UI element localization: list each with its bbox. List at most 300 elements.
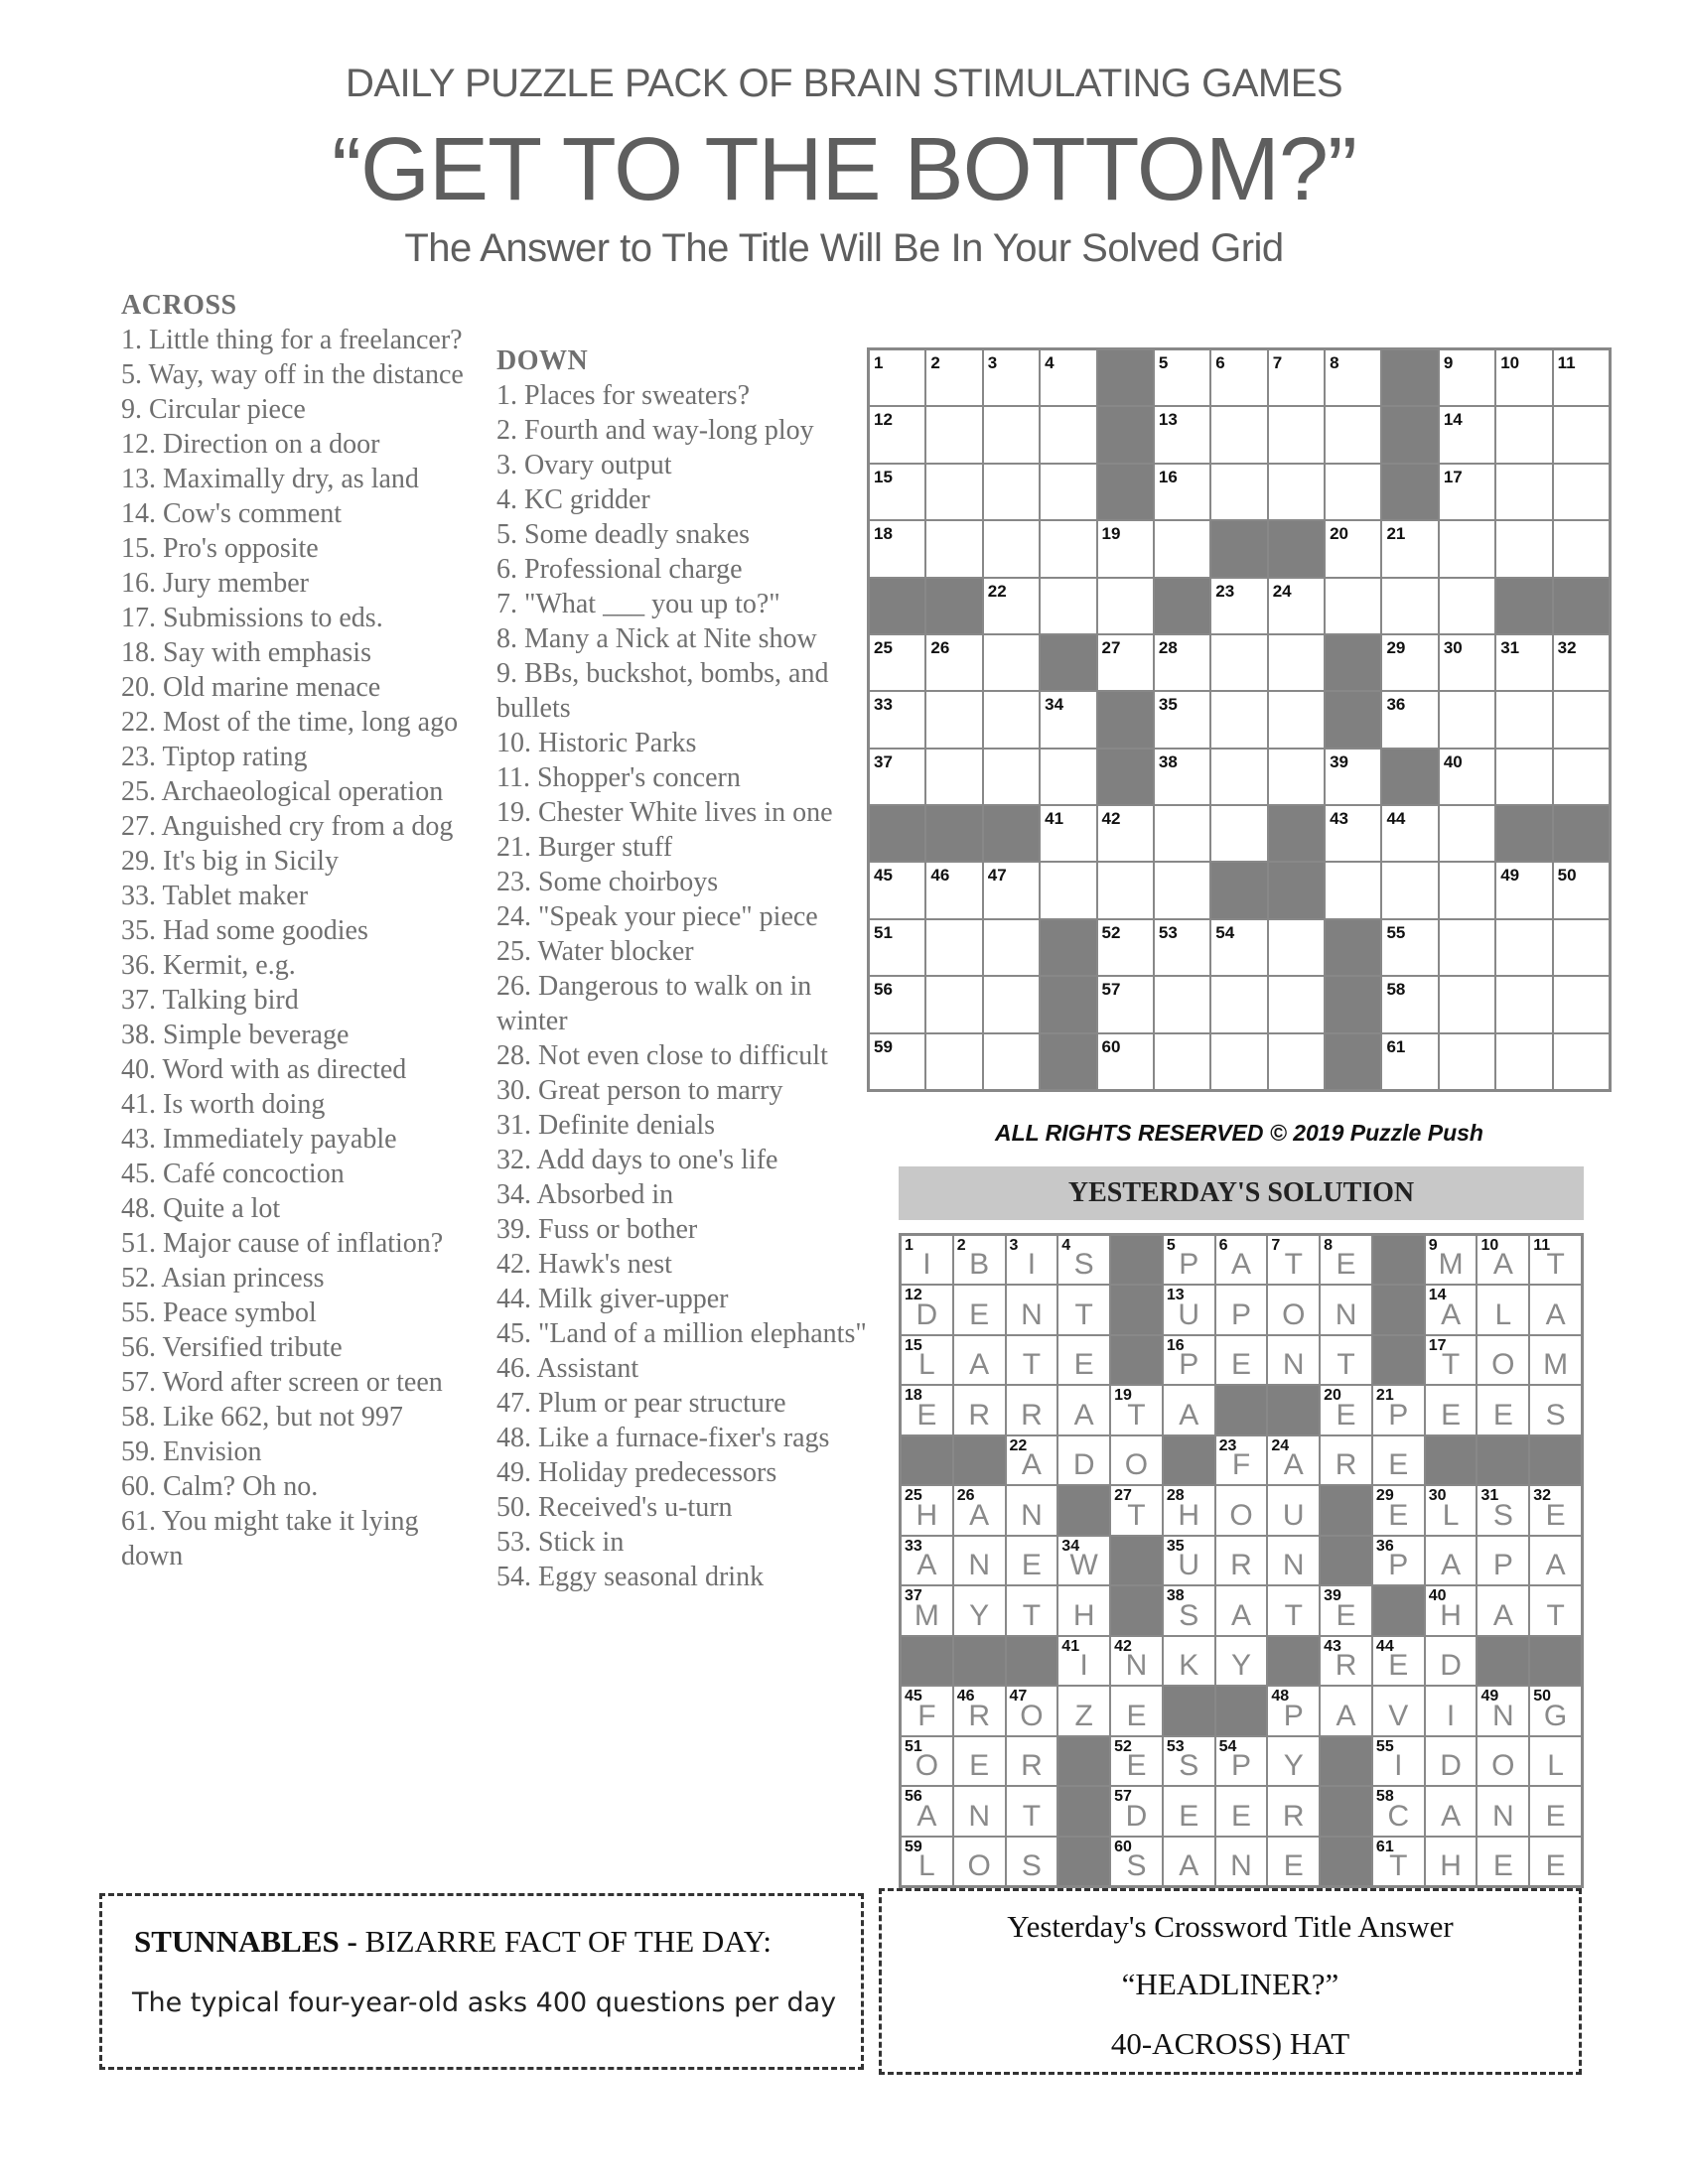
grid-cell[interactable] — [1155, 806, 1209, 861]
yesterday-answer-label: Yesterday's Crossword Title Answer — [1007, 1909, 1454, 1944]
grid-cell[interactable] — [870, 521, 924, 576]
grid-cell[interactable] — [1211, 920, 1266, 975]
down-clue: 31. Definite denials — [496, 1110, 716, 1141]
solution-cell-number: 10 — [1480, 1237, 1499, 1254]
grid-cell[interactable] — [926, 635, 981, 690]
solution-cell — [902, 1787, 952, 1835]
solution-cell — [1164, 1737, 1214, 1785]
grid-cell[interactable] — [1041, 350, 1095, 405]
grid-block — [1382, 750, 1437, 804]
grid-cell[interactable] — [926, 465, 981, 519]
grid-cell[interactable] — [1496, 920, 1551, 975]
grid-cell[interactable] — [1155, 521, 1209, 576]
solution-cell-number: 7 — [1271, 1237, 1281, 1254]
solution-letter: L — [918, 1849, 935, 1882]
across-clue: 16. Jury member — [121, 568, 309, 599]
grid-cell[interactable] — [1554, 521, 1609, 576]
solution-cell — [1007, 1486, 1057, 1534]
solution-cell-number: 22 — [1009, 1436, 1028, 1454]
solution-cell-number: 60 — [1114, 1838, 1132, 1855]
grid-cell[interactable] — [1098, 806, 1153, 861]
grid-cell[interactable] — [1041, 407, 1095, 462]
solution-letter: N — [1230, 1849, 1252, 1882]
grid-cell[interactable] — [984, 521, 1039, 576]
solution-cell-number: 14 — [1428, 1287, 1447, 1304]
solution-cell-number: 24 — [1271, 1436, 1290, 1454]
solution-cell — [1268, 1838, 1319, 1885]
solution-cell-number: 31 — [1480, 1487, 1499, 1505]
grid-cell[interactable] — [1211, 750, 1266, 804]
grid-cell[interactable] — [1326, 750, 1380, 804]
solution-cell-number: 16 — [1166, 1336, 1185, 1354]
grid-cell[interactable] — [1326, 579, 1380, 633]
across-clue: 5. Way, way off in the distance — [121, 359, 464, 390]
cell-number: 9 — [1443, 353, 1454, 372]
grid-cell[interactable] — [1041, 863, 1095, 917]
grid-cell[interactable] — [1554, 750, 1609, 804]
solution-cell — [1530, 1286, 1581, 1333]
across-clue: 9. Circular piece — [121, 394, 306, 425]
down-clue: 25. Water blocker — [496, 936, 694, 967]
grid-cell[interactable] — [984, 692, 1039, 747]
grid-cell[interactable] — [870, 863, 924, 917]
solution-cell — [1007, 1436, 1057, 1484]
solution-cell — [1268, 1537, 1319, 1584]
solution-cell — [1216, 1236, 1267, 1284]
solution-letter: D — [1125, 1799, 1148, 1833]
solution-letter: E — [1545, 1849, 1566, 1882]
solution-cell — [1111, 1436, 1162, 1484]
grid-cell[interactable] — [1155, 465, 1209, 519]
grid-cell[interactable] — [1269, 750, 1324, 804]
solution-letter: T — [1127, 1498, 1146, 1532]
grid-cell[interactable] — [870, 920, 924, 975]
solution-letter: L — [918, 1348, 935, 1382]
solution-letter: A — [1441, 1297, 1462, 1331]
grid-cell[interactable] — [1269, 692, 1324, 747]
grid-block — [1211, 521, 1266, 576]
cell-number: 3 — [987, 353, 998, 372]
grid-cell[interactable] — [1496, 465, 1551, 519]
grid-cell[interactable] — [1554, 863, 1609, 917]
cell-number: 27 — [1101, 637, 1121, 657]
grid-cell[interactable] — [926, 977, 981, 1031]
grid-cell[interactable] — [984, 407, 1039, 462]
grid-cell[interactable] — [926, 1034, 981, 1089]
grid-cell[interactable] — [1440, 977, 1494, 1031]
cell-number: 59 — [874, 1036, 893, 1056]
grid-cell[interactable] — [1554, 465, 1609, 519]
grid-cell[interactable] — [1269, 1034, 1324, 1089]
grid-cell[interactable] — [926, 920, 981, 975]
solution-cell — [1477, 1787, 1528, 1835]
grid-block — [1155, 579, 1209, 633]
solution-cell-number: 13 — [1166, 1287, 1185, 1304]
solution-cell-number: 12 — [905, 1287, 922, 1304]
cell-number: 40 — [1443, 751, 1463, 771]
solution-cell — [1216, 1637, 1267, 1685]
grid-cell[interactable] — [1382, 920, 1437, 975]
solution-letter: L — [1442, 1498, 1460, 1532]
grid-cell[interactable] — [1382, 977, 1437, 1031]
solution-cell-number: 51 — [905, 1737, 922, 1755]
solution-cell-number: 36 — [1375, 1537, 1394, 1555]
solution-cell — [1426, 1687, 1477, 1734]
solution-cell — [954, 1838, 1005, 1885]
grid-cell[interactable] — [1440, 350, 1494, 405]
grid-cell[interactable] — [984, 635, 1039, 690]
down-clue: 2. Fourth and way-long ploy — [496, 415, 814, 446]
grid-cell[interactable] — [1041, 465, 1095, 519]
grid-cell[interactable] — [870, 407, 924, 462]
across-clue: 22. Most of the time, long ago — [121, 707, 459, 738]
solution-cell-number: 9 — [1428, 1237, 1438, 1254]
grid-cell[interactable] — [984, 920, 1039, 975]
solution-letter: O — [1124, 1448, 1149, 1482]
grid-cell[interactable] — [984, 579, 1039, 633]
solution-letter: R — [1282, 1799, 1305, 1833]
grid-cell[interactable] — [1440, 863, 1494, 917]
solution-cell — [1164, 1286, 1214, 1333]
solution-letter: S — [1545, 1398, 1566, 1432]
grid-cell[interactable] — [1155, 920, 1209, 975]
grid-cell[interactable] — [1098, 920, 1153, 975]
solution-cell-number: 46 — [956, 1688, 975, 1706]
solution-cell — [1164, 1787, 1214, 1835]
grid-cell[interactable] — [1326, 350, 1380, 405]
across-clue: 59. Envision — [121, 1436, 262, 1467]
grid-cell[interactable] — [1554, 920, 1609, 975]
solution-cell — [1058, 1687, 1109, 1734]
grid-cell[interactable] — [1440, 407, 1494, 462]
solution-letter: M — [1438, 1248, 1464, 1282]
grid-cell[interactable] — [1098, 635, 1153, 690]
fact-label-bold: STUNNABLES - — [134, 1924, 357, 1959]
solution-cell — [1268, 1687, 1319, 1734]
down-clues — [496, 343, 874, 1594]
solution-letter: A — [1230, 1248, 1251, 1282]
grid-cell[interactable] — [926, 863, 981, 917]
cell-number: 15 — [874, 467, 893, 486]
grid-cell[interactable] — [1155, 863, 1209, 917]
solution-letter: P — [1179, 1348, 1199, 1382]
solution-block — [1530, 1436, 1581, 1484]
grid-cell[interactable] — [1496, 635, 1551, 690]
grid-cell[interactable] — [926, 521, 981, 576]
grid-cell[interactable] — [1269, 407, 1324, 462]
solution-letter: A — [1073, 1398, 1094, 1432]
grid-cell[interactable] — [984, 350, 1039, 405]
solution-letter: R — [1335, 1649, 1357, 1683]
solution-cell-number: 37 — [905, 1587, 922, 1605]
grid-cell[interactable] — [1326, 521, 1380, 576]
solution-letter: E — [1545, 1799, 1566, 1833]
grid-cell[interactable] — [1440, 692, 1494, 747]
solution-cell-number: 44 — [1375, 1637, 1394, 1655]
across-clue: 15. Pro's opposite — [121, 533, 319, 564]
grid-cell[interactable] — [1155, 407, 1209, 462]
grid-cell[interactable] — [1098, 1034, 1153, 1089]
yesterday-title: “HEADLINER?” — [1121, 1967, 1339, 2001]
solution-cell-number: 59 — [905, 1838, 922, 1855]
grid-cell[interactable] — [1496, 863, 1551, 917]
grid-cell[interactable] — [1041, 521, 1095, 576]
solution-cell-number: 17 — [1428, 1336, 1447, 1354]
grid-cell[interactable] — [1382, 635, 1437, 690]
solution-cell — [1477, 1586, 1528, 1634]
solution-letter: P — [1230, 1297, 1251, 1331]
solution-letter: E — [1492, 1849, 1513, 1882]
down-clue-list — [496, 378, 874, 1594]
grid-cell[interactable] — [870, 1034, 924, 1089]
down-clue: 54. Eggy seasonal drink — [496, 1562, 765, 1592]
grid-cell[interactable] — [1554, 692, 1609, 747]
solution-letter: D — [1072, 1448, 1095, 1482]
grid-cell[interactable] — [1326, 407, 1380, 462]
solution-cell — [1426, 1286, 1477, 1333]
grid-cell[interactable] — [1554, 635, 1609, 690]
grid-cell[interactable] — [1440, 806, 1494, 861]
solution-cell — [1426, 1787, 1477, 1835]
solution-cell — [1111, 1637, 1162, 1685]
solution-cell — [1321, 1236, 1371, 1284]
grid-cell[interactable] — [984, 863, 1039, 917]
down-clue: 39. Fuss or bother — [496, 1214, 698, 1245]
across-clue: 12. Direction on a door — [121, 429, 380, 460]
grid-cell[interactable] — [870, 350, 924, 405]
solution-cell — [1426, 1236, 1477, 1284]
solution-cell — [1321, 1687, 1371, 1734]
solution-letter: T — [1546, 1598, 1565, 1632]
grid-cell[interactable] — [926, 692, 981, 747]
solution-cell-number: 20 — [1324, 1387, 1341, 1405]
grid-block — [1554, 579, 1609, 633]
grid-cell[interactable] — [1098, 521, 1153, 576]
grid-cell[interactable] — [984, 977, 1039, 1031]
solution-letter: O — [1491, 1348, 1515, 1382]
grid-cell[interactable] — [1382, 521, 1437, 576]
solution-letter: I — [922, 1248, 931, 1282]
grid-cell[interactable] — [1496, 407, 1551, 462]
grid-cell[interactable] — [1440, 465, 1494, 519]
solution-cell — [1373, 1537, 1424, 1584]
solution-block — [1530, 1637, 1581, 1685]
cell-number: 10 — [1500, 353, 1520, 372]
grid-cell[interactable] — [1554, 407, 1609, 462]
solution-cell-number: 57 — [1114, 1788, 1132, 1806]
solution-cell — [1111, 1486, 1162, 1534]
grid-cell[interactable] — [870, 635, 924, 690]
solution-cell — [1007, 1737, 1057, 1785]
grid-block — [1098, 692, 1153, 747]
grid-cell[interactable] — [1382, 692, 1437, 747]
grid-cell[interactable] — [1496, 521, 1551, 576]
grid-cell[interactable] — [1211, 977, 1266, 1031]
down-clue: 7. "What ___ you up to?" — [496, 589, 780, 619]
solution-letter: E — [1388, 1448, 1409, 1482]
across-clue: 1. Little thing for a freelancer? — [121, 325, 463, 355]
grid-cell[interactable] — [1496, 1034, 1551, 1089]
solution-cell-number: 34 — [1061, 1537, 1080, 1555]
grid-cell[interactable] — [1041, 579, 1095, 633]
solution-cell — [1373, 1436, 1424, 1484]
solution-cell — [1530, 1737, 1581, 1785]
across-clue: 45. Café concoction — [121, 1159, 345, 1189]
across-clue: 61. You might take it lying down — [121, 1506, 419, 1571]
solution-cell — [1111, 1687, 1162, 1734]
solution-cell — [1268, 1486, 1319, 1534]
grid-cell[interactable] — [1269, 635, 1324, 690]
grid-cell[interactable] — [1269, 350, 1324, 405]
cell-number: 13 — [1158, 410, 1178, 430]
solution-cell-number: 3 — [1009, 1237, 1019, 1254]
grid-cell[interactable] — [1269, 579, 1324, 633]
solution-letter: N — [1492, 1799, 1514, 1833]
grid-cell[interactable] — [1496, 750, 1551, 804]
cell-number: 26 — [930, 637, 950, 657]
grid-cell[interactable] — [1326, 863, 1380, 917]
across-clue-list — [121, 323, 469, 1573]
across-clue: 35. Had some goodies — [121, 915, 368, 946]
solution-cell — [902, 1386, 952, 1433]
cell-number: 30 — [1443, 637, 1463, 657]
solution-cell — [1321, 1436, 1371, 1484]
puzzle-subtitle: The Answer to The Title Will Be In Your Solved Grid — [404, 226, 1284, 270]
grid-cell[interactable] — [1211, 407, 1266, 462]
grid-cell[interactable] — [1098, 863, 1153, 917]
grid-cell[interactable] — [1269, 920, 1324, 975]
grid-block — [1496, 806, 1551, 861]
solution-cell — [1007, 1838, 1057, 1885]
across-clue: 37. Talking bird — [121, 985, 299, 1016]
cell-number: 60 — [1101, 1036, 1121, 1056]
grid-cell[interactable] — [1211, 806, 1266, 861]
grid-cell[interactable] — [1041, 750, 1095, 804]
solution-letter: I — [1027, 1248, 1037, 1282]
grid-cell[interactable] — [1440, 920, 1494, 975]
grid-cell[interactable] — [1269, 977, 1324, 1031]
grid-cell[interactable] — [1041, 806, 1095, 861]
grid-cell[interactable] — [1382, 579, 1437, 633]
grid-cell[interactable] — [1269, 465, 1324, 519]
solution-letter: I — [1394, 1749, 1403, 1783]
grid-block — [1269, 863, 1324, 917]
grid-block — [984, 806, 1039, 861]
grid-cell[interactable] — [1554, 1034, 1609, 1089]
grid-cell[interactable] — [1155, 635, 1209, 690]
solution-letter: H — [1072, 1598, 1095, 1632]
cell-number: 1 — [874, 353, 884, 372]
grid-cell[interactable] — [1211, 1034, 1266, 1089]
grid-cell[interactable] — [1098, 977, 1153, 1031]
solution-cell — [1058, 1436, 1109, 1484]
grid-cell[interactable] — [1554, 350, 1609, 405]
grid-cell[interactable] — [870, 977, 924, 1031]
cell-number: 52 — [1101, 922, 1121, 942]
solution-cell — [1268, 1286, 1319, 1333]
solution-letter: E — [1126, 1699, 1147, 1732]
solution-letter: H — [915, 1498, 938, 1532]
grid-cell[interactable] — [1440, 579, 1494, 633]
grid-cell[interactable] — [926, 750, 981, 804]
cell-number: 21 — [1386, 524, 1406, 544]
solution-block — [1058, 1787, 1109, 1835]
grid-cell[interactable] — [1098, 579, 1153, 633]
grid-cell[interactable] — [1496, 350, 1551, 405]
grid-cell[interactable] — [1440, 521, 1494, 576]
across-clue: 17. Submissions to eds. — [121, 603, 383, 633]
grid-cell[interactable] — [870, 750, 924, 804]
down-clue: 1. Places for sweaters? — [496, 380, 751, 411]
grid-cell[interactable] — [1440, 1034, 1494, 1089]
solution-cell — [1321, 1286, 1371, 1333]
grid-cell[interactable] — [1382, 1034, 1437, 1089]
grid-cell[interactable] — [1211, 635, 1266, 690]
grid-cell[interactable] — [1326, 806, 1380, 861]
cell-number: 5 — [1158, 353, 1169, 372]
grid-cell[interactable] — [1155, 977, 1209, 1031]
grid-cell[interactable] — [926, 407, 981, 462]
grid-cell[interactable] — [1440, 750, 1494, 804]
solution-letter: E — [969, 1749, 990, 1783]
grid-block — [1098, 750, 1153, 804]
solution-letter: E — [1336, 1598, 1356, 1632]
grid-cell[interactable] — [870, 692, 924, 747]
grid-cell[interactable] — [984, 1034, 1039, 1089]
grid-cell[interactable] — [1382, 806, 1437, 861]
solution-cell — [1007, 1336, 1057, 1384]
cell-number: 58 — [1386, 980, 1406, 1000]
solution-letter: I — [1446, 1699, 1456, 1732]
grid-cell[interactable] — [1155, 350, 1209, 405]
cell-number: 14 — [1443, 410, 1463, 430]
solution-letter: E — [1073, 1348, 1094, 1382]
grid-cell[interactable] — [1211, 465, 1266, 519]
solution-cell — [1268, 1737, 1319, 1785]
grid-cell[interactable] — [984, 750, 1039, 804]
across-clue: 27. Anguished cry from a dog — [121, 811, 454, 842]
solution-block — [1164, 1436, 1214, 1484]
grid-cell[interactable] — [870, 465, 924, 519]
grid-cell[interactable] — [1155, 1034, 1209, 1089]
grid-cell[interactable] — [1326, 465, 1380, 519]
grid-cell[interactable] — [1211, 350, 1266, 405]
solution-letter: A — [1179, 1849, 1199, 1882]
grid-cell[interactable] — [1496, 977, 1551, 1031]
grid-cell[interactable] — [1440, 635, 1494, 690]
solution-letter: S — [1492, 1498, 1513, 1532]
solution-block — [1111, 1236, 1162, 1284]
grid-cell[interactable] — [1211, 579, 1266, 633]
grid-cell[interactable] — [1554, 977, 1609, 1031]
cell-number: 17 — [1443, 467, 1463, 486]
solution-block — [1426, 1436, 1477, 1484]
across-clue: 13. Maximally dry, as land — [121, 464, 419, 494]
grid-cell[interactable] — [1211, 692, 1266, 747]
grid-cell[interactable] — [1382, 863, 1437, 917]
grid-cell[interactable] — [984, 465, 1039, 519]
down-clue: 46. Assistant — [496, 1353, 639, 1384]
grid-cell[interactable] — [1155, 692, 1209, 747]
grid-cell[interactable] — [1155, 750, 1209, 804]
solution-letter: Y — [1283, 1749, 1304, 1783]
grid-cell[interactable] — [1041, 692, 1095, 747]
grid-cell[interactable] — [1496, 692, 1551, 747]
solution-cell-number: 30 — [1428, 1487, 1447, 1505]
grid-cell[interactable] — [926, 350, 981, 405]
across-clue: 14. Cow's comment — [121, 498, 343, 529]
across-clue: 51. Major cause of inflation? — [121, 1228, 444, 1259]
